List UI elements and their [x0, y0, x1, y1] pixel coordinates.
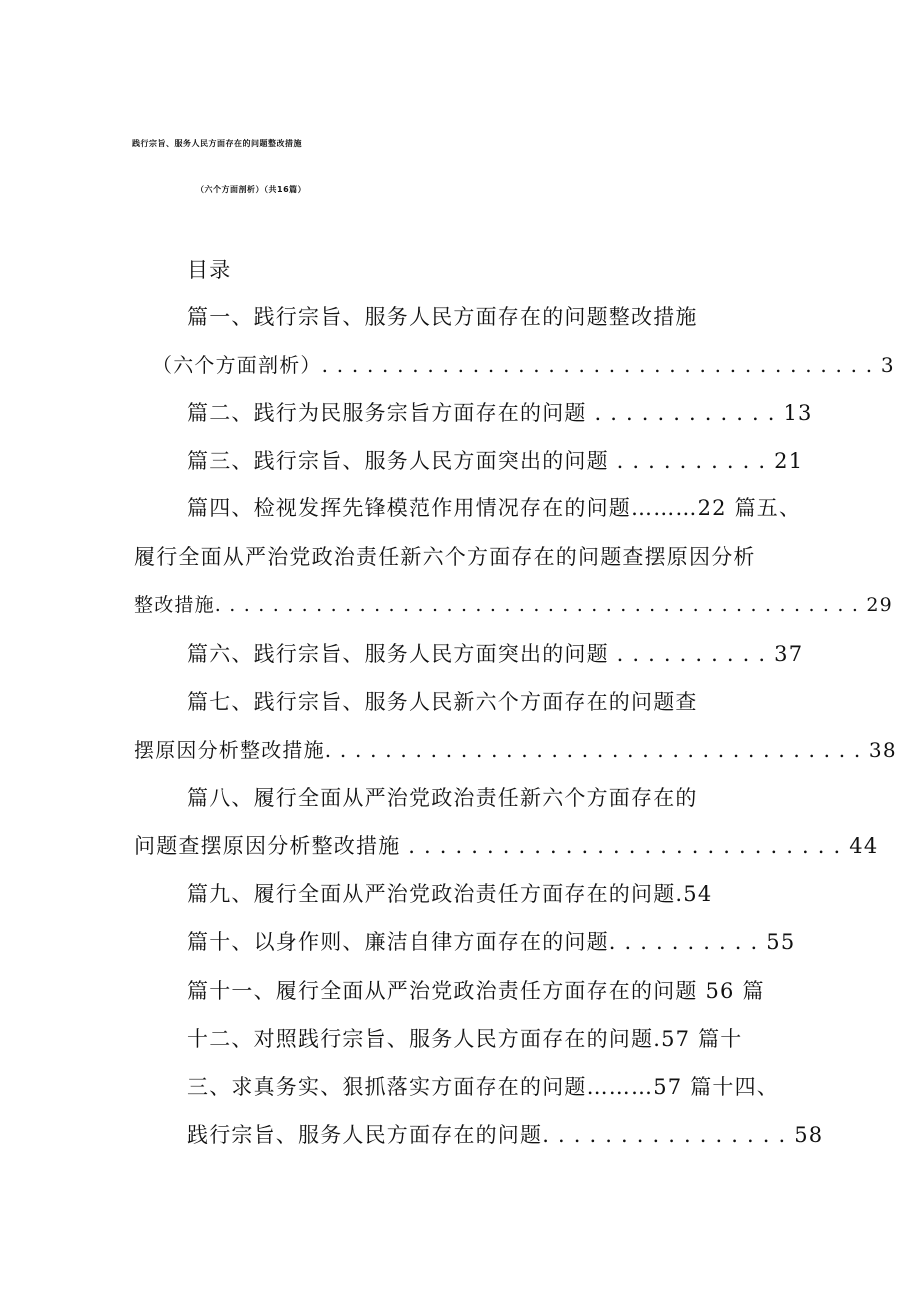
document-title-line-2: （六个方面剖析）（共16篇） [196, 185, 307, 194]
toc-line-12[interactable]: 问题查摆原因分析整改措施 . . . . . . . . . . . . . . . . . . . . . . . . . . . . 44 [134, 834, 879, 858]
toc-line-1[interactable]: 篇一、践行宗旨、服务人民方面存在的问题整改措施 [187, 305, 698, 329]
toc-line-11[interactable]: 篇八、履行全面从严治党政治责任新六个方面存在的 [187, 786, 698, 810]
toc-line-8[interactable]: 篇六、践行宗旨、服务人民方面突出的问题 . . . . . . . . . . 37 [187, 642, 804, 666]
toc-line-4[interactable]: 篇三、践行宗旨、服务人民方面突出的问题 . . . . . . . . . . 21 [187, 449, 804, 473]
toc-line-17[interactable]: 三、求真务实、狠抓落实方面存在的问题………57 篇十四、 [187, 1075, 779, 1099]
toc-line-7[interactable]: 整改措施. . . . . . . . . . . . . . . . . . . . . . . . . . . . . . . . . . . . . . . . . . . . . 29 [134, 594, 893, 616]
toc-line-15[interactable]: 篇十一、履行全面从严治党政治责任方面存在的问题 56 篇 [187, 979, 765, 1003]
toc-line-18[interactable]: 践行宗旨、服务人民方面存在的问题. . . . . . . . . . . . . . . . 58 [187, 1123, 824, 1147]
toc-line-10[interactable]: 摆原因分析整改措施. . . . . . . . . . . . . . . . . . . . . . . . . . . . . . . . . . . . 38 [134, 738, 897, 762]
toc-line-13[interactable]: 篇九、履行全面从严治党政治责任方面存在的问题.54 [187, 882, 713, 906]
toc-line-16[interactable]: 十二、对照践行宗旨、服务人民方面存在的问题.57 篇十 [187, 1027, 743, 1051]
toc-heading: 目录 [187, 258, 232, 282]
toc-line-3[interactable]: 篇二、践行为民服务宗旨方面存在的问题 . . . . . . . . . . . . 13 [187, 401, 813, 425]
toc-line-14[interactable]: 篇十、以身作则、廉洁自律方面存在的问题. . . . . . . . . . 55 [187, 930, 796, 954]
document-title-line-1: 践行宗旨、服务人民方面存在的问题整改措施 [132, 139, 302, 148]
toc-line-5[interactable]: 篇四、检视发挥先锋模范作用情况存在的问题………22 篇五、 [187, 496, 802, 520]
toc-line-9[interactable]: 篇七、践行宗旨、服务人民新六个方面存在的问题查 [187, 690, 698, 714]
toc-line-6[interactable]: 履行全面从严治党政治责任新六个方面存在的问题查摆原因分析 [134, 545, 756, 569]
toc-line-2[interactable]: （六个方面剖析）. . . . . . . . . . . . . . . . . . . . . . . . . . . . . . . . . . . . . 3 [152, 353, 895, 377]
